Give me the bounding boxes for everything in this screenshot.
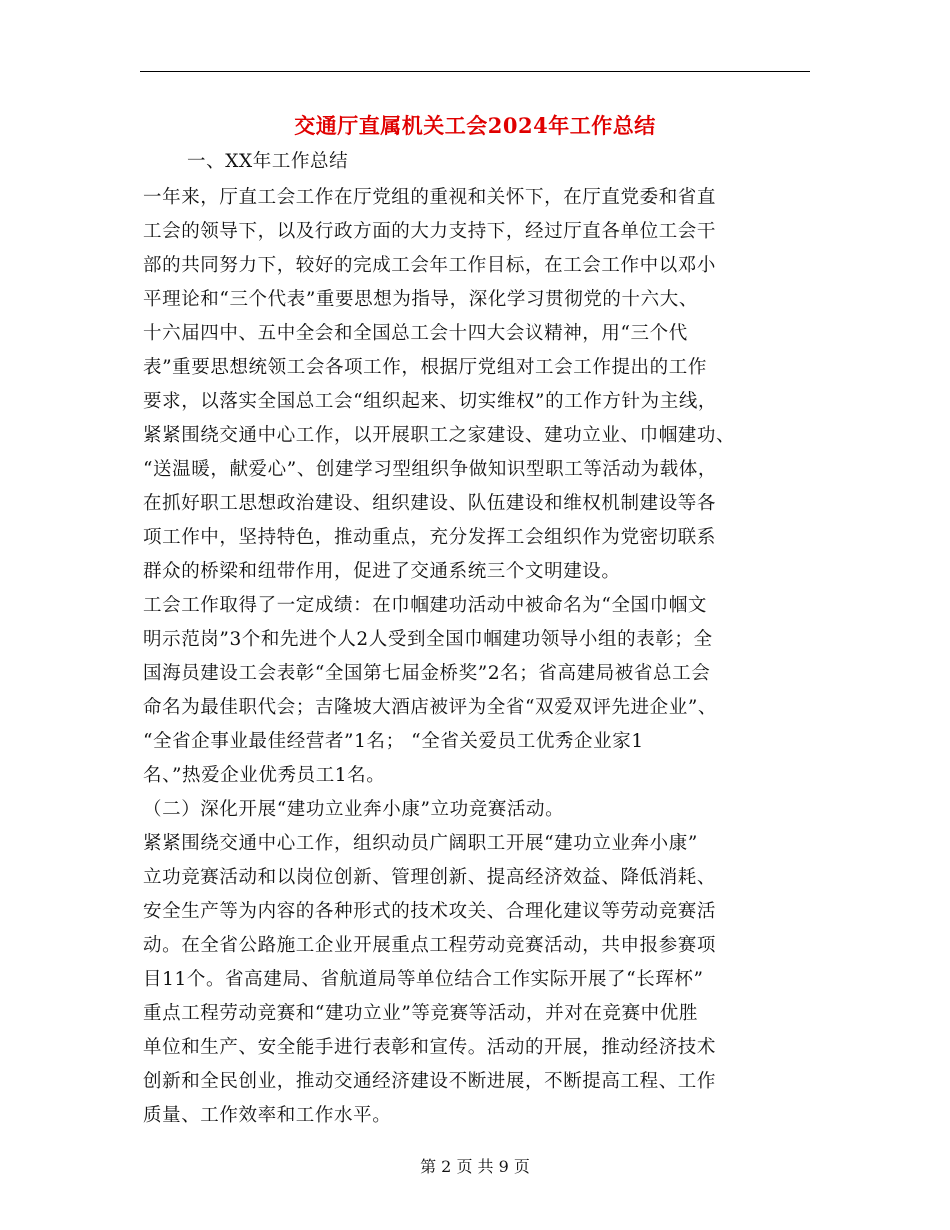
body-line: 质量、工作效率和工作水平。 — [143, 1105, 392, 1126]
subsection-heading: （二）深化开展“建功立业奔小康”立功竞赛活动。 — [143, 799, 565, 820]
body-line: 名、”热爱企业优秀员工1名。 — [143, 765, 386, 786]
body-line: 工会工作取得了一定成绩：在巾帼建功活动中被命名为“全国巾帼文 — [143, 595, 707, 616]
body-line: 立功竞赛活动和以岗位创新、管理创新、提高经济效益、降低消耗、 — [143, 867, 717, 888]
body-line: 单位和生产、安全能手进行表彰和宣传。活动的开展，推动经济技术 — [143, 1037, 717, 1058]
body-line: 动。在全省公路施工企业开展重点工程劳动竞赛活动，共申报参赛项 — [143, 935, 717, 956]
header-rule — [140, 71, 810, 72]
body-line: 创新和全民创业，推动交通经济建设不断进展，不断提高工程、工作 — [143, 1071, 717, 1092]
body-line: 部的共同努力下，较好的完成工会年工作目标，在工会工作中以邓小 — [143, 255, 717, 276]
body-line: 一年来，厅直工会工作在厅党组的重视和关怀下，在厅直党委和省直 — [143, 187, 717, 208]
body-line: “送温暖，献爱心”、创建学习型组织争做知识型职工等活动为载体， — [143, 459, 718, 480]
body-line: 群众的桥梁和纽带作用，促进了交通系统三个文明建设。 — [143, 561, 621, 582]
body-line: 十六届四中、五中全会和全国总工会十四大会议精神，用“三个代 — [143, 323, 688, 344]
body-line: 表”重要思想统领工会各项工作，根据厅党组对工会工作提出的工作 — [143, 357, 707, 378]
body-line: 平理论和“三个代表”重要思想为指导，深化学习贯彻党的十六大、 — [143, 289, 698, 310]
body-line: 命名为最佳职代会；吉隆坡大酒店被评为全省“双爱双评先进企业”、 — [143, 697, 718, 718]
body-line: 明示范岗”3个和先进个人2人受到全国巾帼建功领导小组的表彰；全 — [143, 629, 713, 650]
page-number: 第 2 页 共 9 页 — [420, 1157, 530, 1176]
body-line: 要求，以落实全国总工会“组织起来、切实维权”的工作方针为主线， — [143, 391, 718, 412]
body-line: 国海员建设工会表彰“全国第七届金桥奖”2名；省高建局被省总工会 — [143, 663, 711, 684]
body-line: 工会的领导下，以及行政方面的大力支持下，经过厅直各单位工会干 — [143, 221, 717, 242]
body-line: 安全生产等为内容的各种形式的技术攻关、合理化建议等劳动竞赛活 — [143, 901, 717, 922]
body-line: 项工作中，坚持特色，推动重点，充分发挥工会组织作为党密切联系 — [143, 527, 717, 548]
body-line: “全省企事业最佳经营者”1名； “全省关爱员工优秀企业家1 — [143, 731, 644, 752]
body-line: 目11个。省高建局、省航道局等单位结合工作实际开展了“长珲杯” — [143, 969, 704, 990]
body-line: 紧紧围绕交通中心工作，组织动员广阔职工开展“建功立业奔小康” — [143, 833, 698, 854]
body-line: 紧紧围绕交通中心工作，以开展职工之家建设、建功立业、巾帼建功、 — [143, 425, 736, 446]
section-heading: 一、XX年工作总结 — [187, 151, 349, 172]
body-line: 在抓好职工思想政治建设、组织建设、队伍建设和维权机制建设等各 — [143, 493, 717, 514]
body-line: 重点工程劳动竞赛和“建功立业”等竞赛等活动，并对在竞赛中优胜 — [143, 1003, 698, 1024]
document-title: 交通厅直属机关工会2024年工作总结 — [294, 113, 656, 138]
